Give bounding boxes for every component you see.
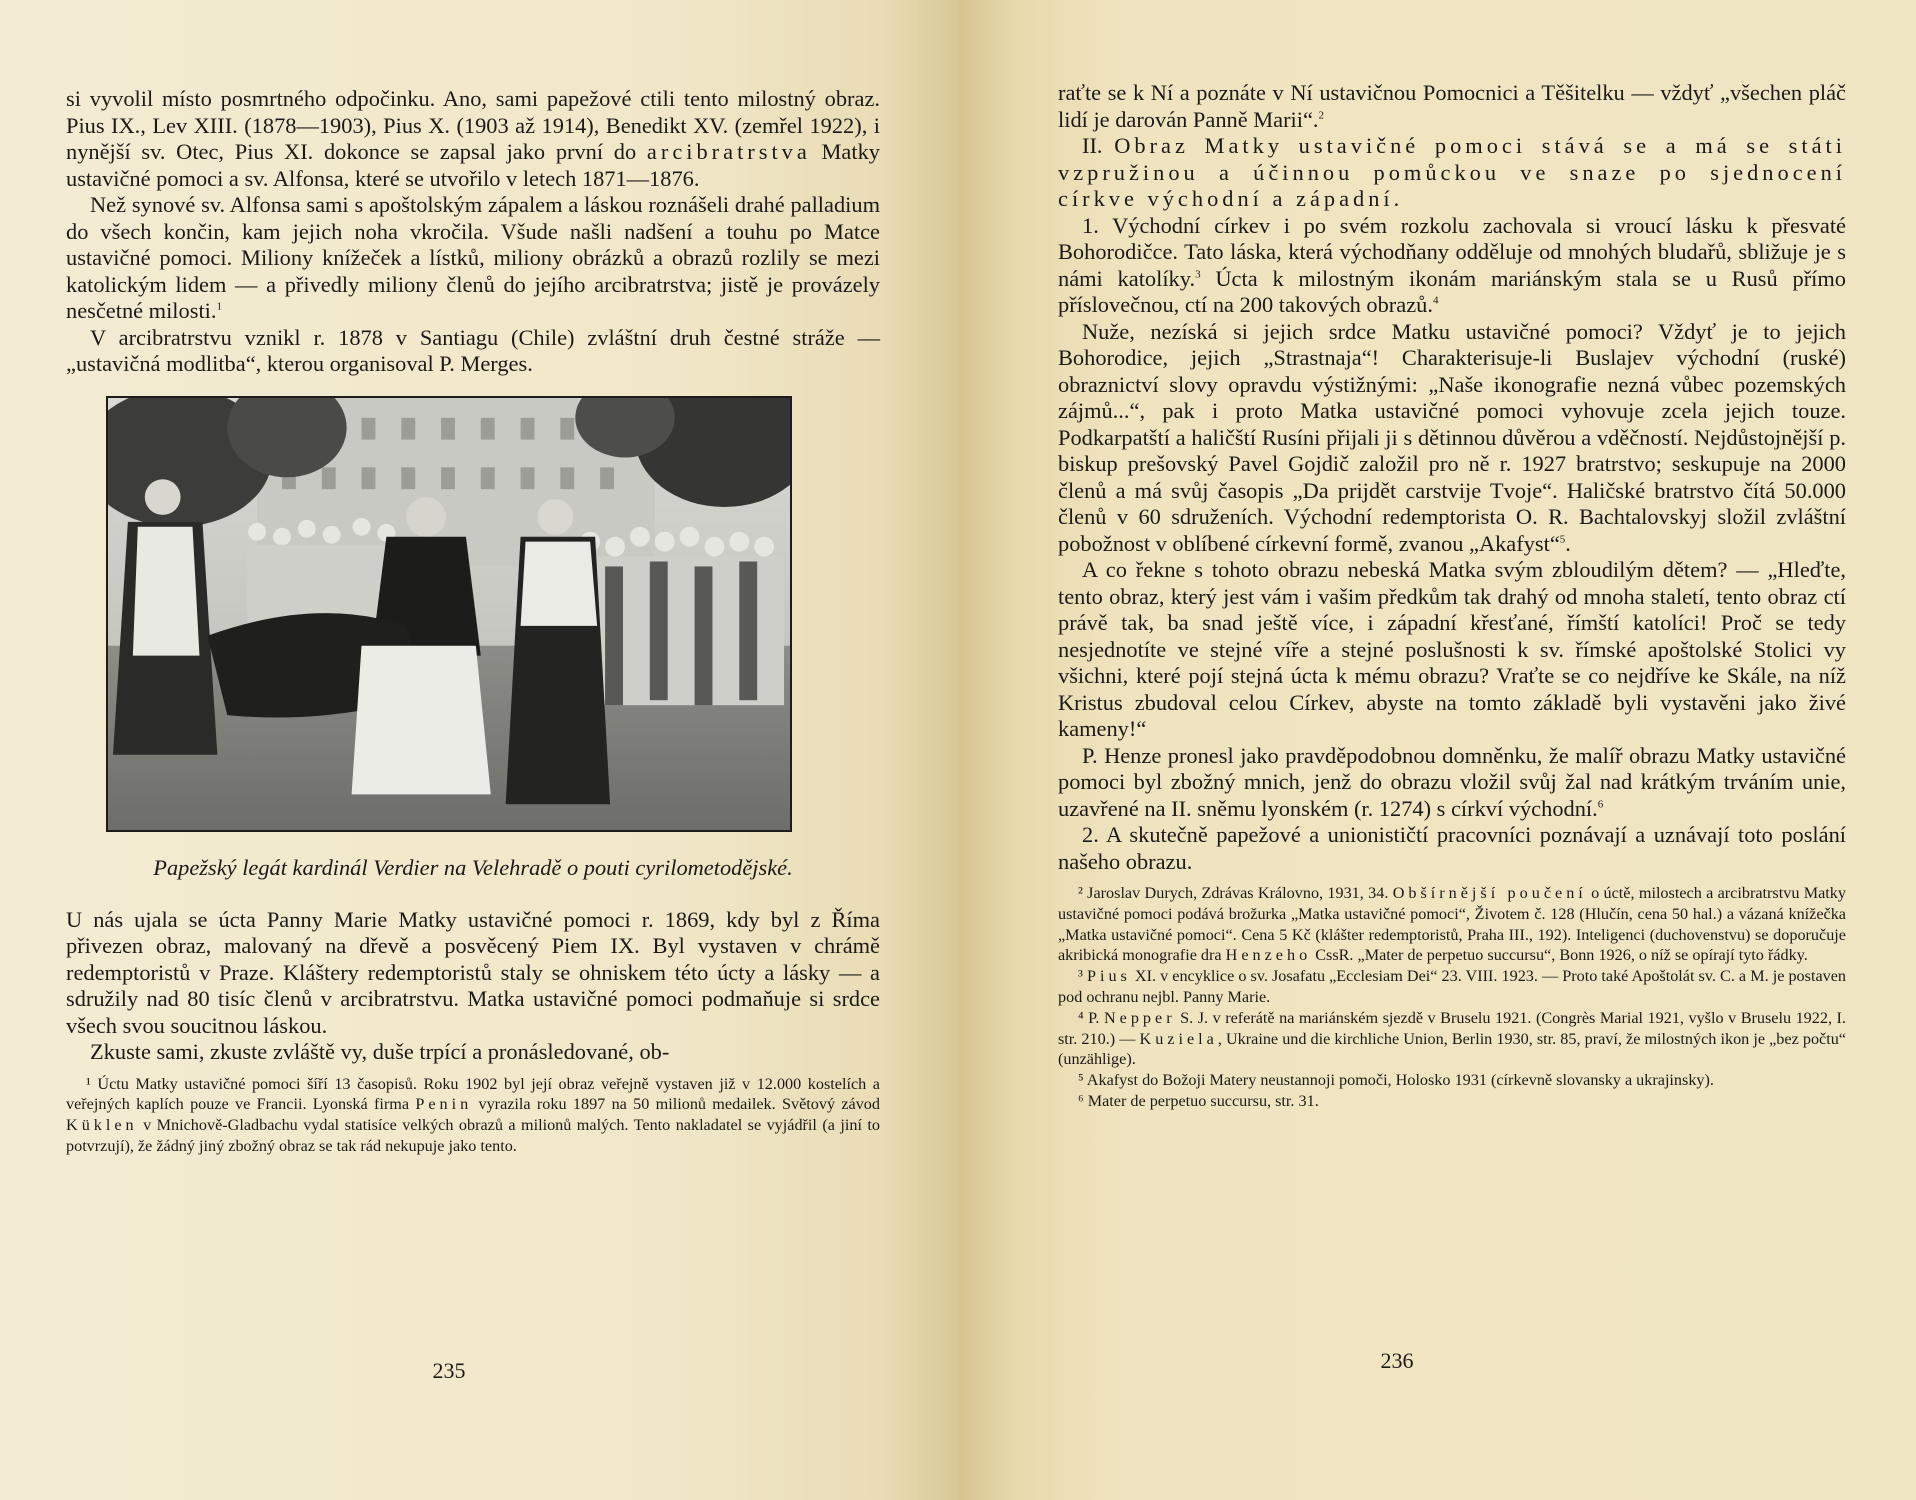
footnote-ref: 4 <box>1432 294 1439 307</box>
footnote-ref: 5 <box>1559 533 1566 546</box>
right-paragraph-6: P. Henze pronesl jako pravděpodobnou domněnku, že malíř obrazu Matky ustavičné pomoci byl zbožný mnich, jenž do obrazu vložil svůj žal nad krátkým trváním unie, uzavřené na II. sněmu lyonském (r. 1274) s církví východní.$^6$ <box>1058 742 1846 821</box>
right-footnotes <box>1058 883 1846 1112</box>
photo-cardinal-procession <box>106 396 792 832</box>
footnote-ref: 6 <box>1597 798 1604 811</box>
footnote-2: ² Jaroslav Durych, Zdrávas Královno, 1931, 34. Obšírnější poučení o úctě, milostech a arcibratrstvu Matky ustavičné pomoci podává brožurka „Matka ustavičné pomoci“, Životem č. 128 (Hlučín, cena 50 hal.) a vázaná knížečka „Matka ustavičné pomoci“. Cena 5 Kč (klášter redemptoristů, Praha III., 192). Inteligenci (duchovenstvu) se doporučuje akribická monografie dra Henzeho CssR. „Mater de perpetuo succursu“, Bonn 1926, o níž se opírají tyto řádky. <box>1058 884 1846 965</box>
footnote-6: ⁶ Mater de perpetuo succursu, str. 31. <box>1078 1091 1319 1110</box>
footnote-ref: 2 <box>1318 109 1325 122</box>
right-paragraph-3: 1. Východní církev i po svém rozkolu zachovala si vroucí lásku k přesvaté Bohorodičce. Tato láska, která východňany odděluje od mnohých bludařů, sbližuje je s námi katolíky.$^3$ Úcta k milostným ikonám mariánským stala se u Rusů přímo příslovečnou, ctí na 200 takových obrazů.$^4$ <box>1058 212 1846 317</box>
page-number-left: 235 <box>432 1358 466 1383</box>
right-page <box>958 0 1916 1500</box>
footnote-4: ⁴ P. Nepper S. J. v referátě na mariánském sjezdě v Bruselu 1921. (Congrès Marial 1921, vyšlo v Bruselu 1922, I. str. 210.) — Kuziela, Ukraine und die kirchliche Union, Berlin 1930, str. 85, praví, že milostných ikon je „bez počtu“ (unzählige). <box>1058 1008 1846 1069</box>
right-paragraph-7: 2. A skutečně papežové a unionističtí pracovníci poznávají a uznávají toto poslání našeho obrazu. <box>1058 822 1846 874</box>
right-paragraph-2: II. Obraz Matky ustavičné pomoci stává se a má se státi vzpružinou a účinnou pomůckou ve snaze po sjednocení církve východní a západní. <box>1058 133 1847 211</box>
photo-caption: Papežský legát kardinál Verdier na Velehradě o pouti cyrilometodějské. <box>153 854 793 880</box>
right-paragraph-4: Nuže, nezíská si jejich srdce Matku ustavičné pomoci? Vždyť je to jejich Bohorodice, jejich „Strastnaja“! Charakterisuje-li Buslajev východní (ruské) obraznictví slovy opravdu výstižnými: „Naše ikonografie nezná vůbec pozemských zájmů...“, pak i proto Matka ustavičné pomoci vyhovuje zcela jejich touze. Podkarpatští a haličští Rusíni přijali ji s dětinnou důvěrou a vděčností. Nejdůstojnější p. biskup prešovský Pavel Gojdič založil pro ně r. 1927 bratrstvo; seskupuje na 2000 členů a má svůj časopis „Da prijdět carstvije Tvoje“. Haličské bratrstvo čítá 50.000 členů v 60 sdruženích. Východní redemptorista O. R. Bachtalovskyj složil zvláštní pobožnost v oblíbené církevní formě, zvanou „Akafyst“$^5$. <box>1058 318 1846 556</box>
footnote-ref: 1 <box>216 300 222 313</box>
page-number-right: 236 <box>1380 1348 1414 1373</box>
left-paragraph-1: si vyvolil místo posmrtného odpočinku. Ano, sami papežové ctili tento milostný obraz. Pius IX., Lev XIII. (1878—1903), Pius X. (1903 až 1914), Benedikt XV. (zemřel 1922), i nynější sv. Otec, Pius XI. dokonce se zapsal jako první do arcibratrstva Matky ustavičné pomoci a sv. Alfonsa, které se utvořilo v letech 1871—1876. <box>66 86 880 191</box>
procession-photo-icon <box>108 398 790 830</box>
footnote-1: ¹ Úctu Matky ustavičné pomoci šíří 13 časopisů. Roku 1902 byl její obraz veřejně vystaven již v 12.000 kostelích a veřejných kaplích pouze ve Francii. Lyonská firma Penin vyrazila roku 1897 na 50 milionů medailek. Světový závod Küklen v Mnichově-Gladbachu vydal statisíce velkých obrazů a milionů malých. Tento nakladatel se vyjádřil (a jiní to potvrzují), že žádný jiný zbožný obraz se tak rád nekupuje jako tento. <box>66 1074 880 1155</box>
left-paragraph-4: U nás ujala se úcta Panny Marie Matky ustavičné pomoci r. 1869, kdy byl z Říma přivezen obraz, malovaný na dřevě a posvěcený Piem IX. Byl vystaven v chrámě redemptoristů v Praze. Kláštery redemptoristů staly se ohniskem této úcty a lásky — a sdružily nad 80 tisíc členů v arcibratrstvu. Matka ustavičné pomoci podmaňuje si srdce všech svou soucitnou láskou. <box>66 906 880 1038</box>
footnote-ref: 3 <box>1195 268 1201 281</box>
left-paragraph-5: Zkuste sami, zkuste zvláště vy, duše trpící a pronásledované, ob- <box>90 1039 670 1064</box>
footnote-3: ³ Pius XI. v encyklice o sv. Josafatu „Ecclesiam Dei“ 23. VIII. 1923. — Proto také Apoštolát sv. C. a M. je postaven pod ochranu nejbl. Panny Marie. <box>1058 967 1847 1006</box>
right-paragraph-1: raťte se k Ní a poznáte v Ní ustavičnou Pomocnici a Těšitelku — vždyť „všechen pláč lidí je darován Panně Marii“.$^2$ <box>1058 80 1846 132</box>
left-footnotes <box>66 1074 880 1157</box>
left-paragraph-3: V arcibratrstvu vznikl r. 1878 v Santiagu (Chile) zvláštní druh čestné stráže — „ustavičná modlitba“, kterou organisoval P. Merges. <box>66 324 880 376</box>
left-paragraph-2: Než synové sv. Alfonsa sami s apoštolským zápalem a láskou roznášeli drahé palladium do všech končin, kam jejich noha vkročila. Všude našli nadšení a touhu po Matce ustavičné pomoci. Miliony knížeček a lístků, miliony obrázků a obrazů rozlily se mezi katolickým lidem — a přivedly miliony členů do jejího arcibratrstva; jistě je provázely nesčetné milosti.$^1$ <box>66 192 880 323</box>
right-paragraph-5: A co řekne s tohoto obrazu nebeská Matka svým zbloudilým dětem? — „Hleďte, tento obraz, který jest vám i vašim předkům tak drahý od mnoha staletí, tento obraz ctí právě tak, ba snad ještě více, i západní křesťané, římští katolíci! Proč se tedy nesjednotíte ve stejné víře a stejné poslušnosti k sv. římské apoštolské Stolici vy všichni, které pojí stejná úcta k mému obrazu? Vraťte se co nejdříve ke Skále, na níž Kristus zbudoval celou Církev, abyste na tomto základě byli vystavěni jako živé kameny!“ <box>1058 557 1846 741</box>
footnote-5: ⁵ Akafyst do Božoji Matery neustannoji pomoči, Holosko 1931 (církevně slovansky a ukrajinsky). <box>1078 1071 1714 1090</box>
